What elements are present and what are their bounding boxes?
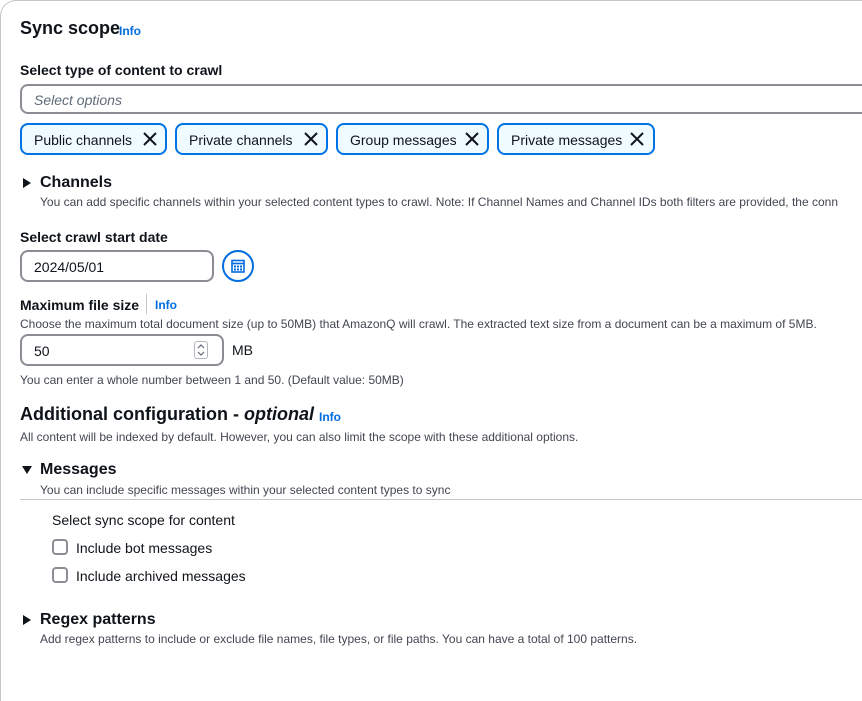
sync-scope-info-link[interactable]: Info — [119, 24, 141, 38]
number-stepper[interactable] — [194, 341, 208, 359]
max-file-size-info-link[interactable]: Info — [155, 298, 177, 312]
token-group-messages — [336, 123, 489, 155]
token-label: Private channels — [189, 132, 293, 148]
messages-expand-toggle[interactable]: Messages — [40, 461, 117, 478]
divider — [146, 294, 147, 314]
content-type-select[interactable] — [20, 84, 862, 114]
channels-expand-toggle[interactable]: Channels — [40, 174, 113, 191]
dismiss-icon[interactable] — [142, 131, 158, 147]
select-placeholder: Select options — [34, 92, 122, 108]
start-date-value: 2024/05/01 — [34, 259, 105, 275]
regex-description: Add regex patterns to include or exclude file names, file types, or file paths. You can have a total of 100 patterns. — [40, 632, 638, 646]
calendar-button[interactable] — [222, 250, 254, 282]
additional-config-title-text: Additional configuration - — [20, 404, 244, 424]
caret-down-icon[interactable] — [22, 466, 32, 474]
token-label: Group messages — [350, 132, 457, 148]
calendar-icon — [231, 259, 245, 273]
content-type-label: Select type of content to crawl — [20, 62, 223, 78]
include-archived-messages-checkbox[interactable] — [52, 567, 68, 583]
additional-config-description: All content will be indexed by default. However, you can also limit the scope with these additional options. — [20, 430, 579, 444]
sync-scope-title: Sync scope — [20, 18, 121, 38]
dismiss-icon[interactable] — [464, 131, 480, 147]
dismiss-icon[interactable] — [629, 131, 645, 147]
token-private-messages — [497, 123, 655, 155]
start-date-label: Select crawl start date — [20, 229, 168, 245]
max-file-size-value: 50 — [34, 343, 50, 359]
include-archived-messages-label[interactable]: Include archived messages — [76, 568, 246, 584]
start-date-input[interactable] — [20, 250, 214, 282]
token-public-channels — [20, 123, 167, 155]
max-file-size-input[interactable] — [20, 334, 224, 366]
max-file-size-description: Choose the maximum total document size (up to 50MB) that AmazonQ will crawl. The extracted text size from a document can be a maximum of 5MB. — [20, 317, 817, 331]
divider — [20, 499, 862, 500]
additional-config-optional: optional — [243, 404, 314, 424]
max-file-size-label: Maximum file size — [20, 297, 140, 313]
channels-description: You can add specific channels within your selected content types to crawl. Note: If Channel Names and Channel IDs both filters are provided, the conn — [40, 195, 839, 209]
max-file-size-unit: MB — [232, 342, 253, 358]
include-bot-messages-checkbox[interactable] — [52, 539, 68, 555]
sync-scope-content-label: Select sync scope for content — [52, 512, 235, 528]
regex-expand-toggle[interactable]: Regex patterns — [40, 611, 156, 628]
caret-right-icon[interactable] — [23, 615, 31, 625]
additional-config-info-link[interactable]: Info — [319, 410, 341, 424]
token-label: Private messages — [511, 132, 623, 148]
messages-description: You can include specific messages within your selected content types to sync — [40, 483, 451, 497]
include-bot-messages-label[interactable]: Include bot messages — [76, 540, 213, 556]
token-private-channels — [175, 123, 328, 155]
dismiss-icon[interactable] — [303, 131, 319, 147]
token-label: Public channels — [34, 132, 133, 148]
caret-right-icon[interactable] — [23, 178, 31, 188]
additional-config-title — [20, 404, 314, 425]
max-file-size-constraint: You can enter a whole number between 1 and 50. (Default value: 50MB) — [20, 373, 404, 387]
spin-arrows-icon — [197, 344, 205, 356]
